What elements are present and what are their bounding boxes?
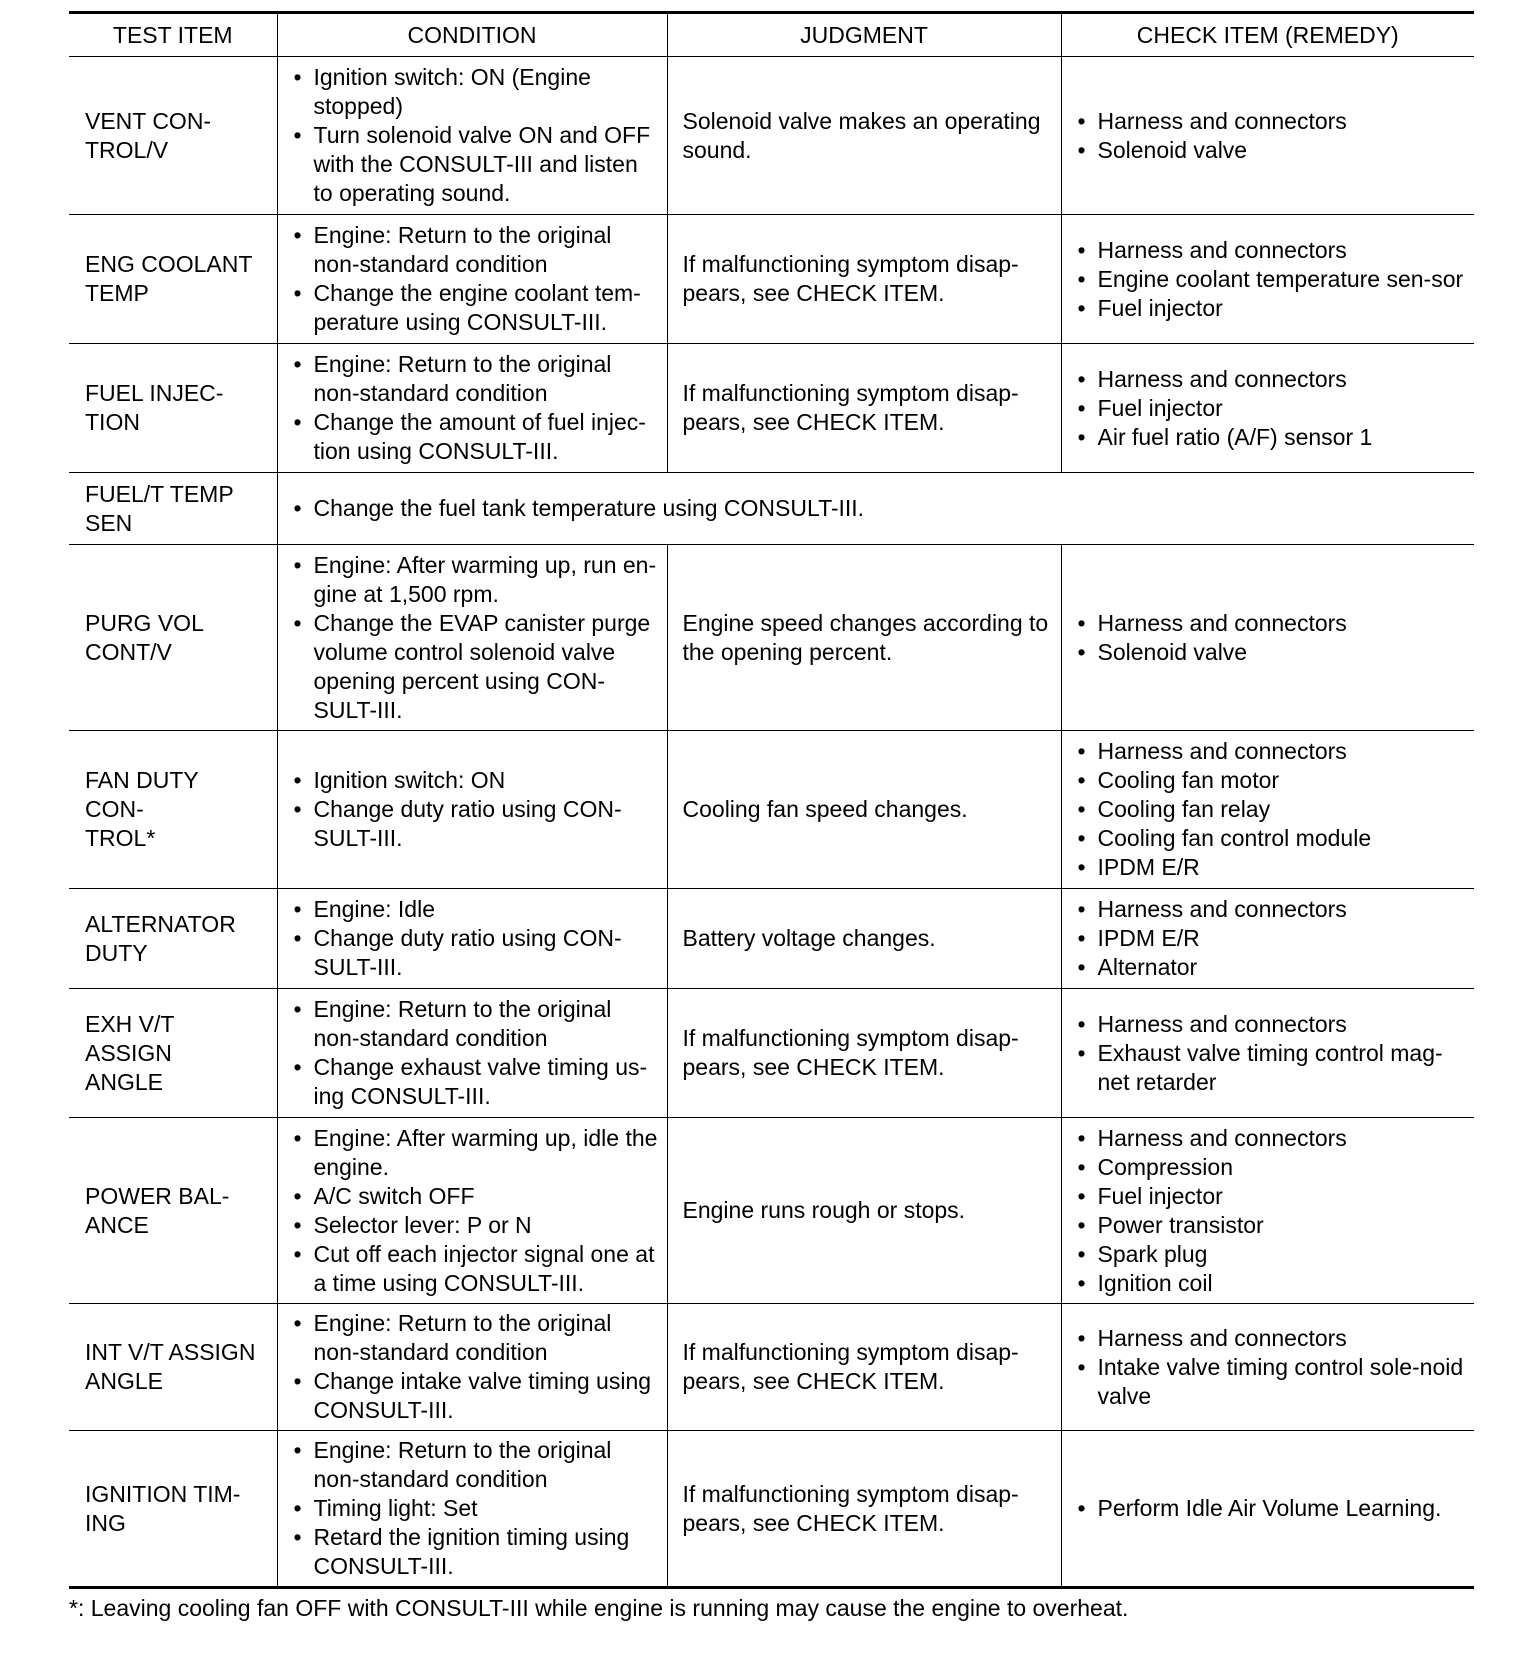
check-item-cell <box>1061 989 1474 1118</box>
bullet-item: • Harness and connectors <box>1072 1124 1467 1153</box>
bullet-item: • Change duty ratio using CON-SULT-III. <box>288 924 659 982</box>
bullet-item: • Ignition coil <box>1072 1269 1467 1298</box>
table-row <box>69 889 1474 989</box>
judgment-cell: If malfunctioning symptom disap-pears, see CHECK ITEM. <box>667 344 1061 473</box>
test-item-cell: IGNITION TIM- ING <box>69 1431 277 1588</box>
bullet-item: • Engine: Return to the original non-standard condition <box>288 221 659 279</box>
bullet-item: • Engine: Return to the original non-standard condition <box>288 1436 659 1494</box>
bullet-item: • Engine: Return to the original non-standard condition <box>288 1309 659 1367</box>
condition-cell <box>277 1304 667 1431</box>
bullet-item: • Cooling fan control module <box>1072 824 1467 853</box>
condition-list <box>288 1436 659 1581</box>
header-check-item: CHECK ITEM (REMEDY) <box>1061 13 1474 57</box>
check-item-list <box>1072 895 1467 982</box>
judgment-cell: Solenoid valve makes an operating sound. <box>667 57 1061 215</box>
header-condition: CONDITION <box>277 13 667 57</box>
test-item-cell: FAN DUTY CON- TROL* <box>69 731 277 889</box>
table-row <box>69 473 1474 545</box>
table-row <box>69 215 1474 344</box>
bullet-item: • Engine: Idle <box>288 895 659 924</box>
bullet-item: • Change exhaust valve timing us-ing CONSULT-III. <box>288 1053 659 1111</box>
judgment-cell: Engine runs rough or stops. <box>667 1118 1061 1304</box>
table-row <box>69 1431 1474 1588</box>
table-row <box>69 989 1474 1118</box>
footnote: *: Leaving cooling fan OFF with CONSULT-III while engine is running may cause the engine to overheat. <box>69 1595 1129 1621</box>
check-item-list <box>1072 1124 1467 1298</box>
table-row <box>69 1304 1474 1431</box>
check-item-cell <box>1061 215 1474 344</box>
bullet-item: • Spark plug <box>1072 1240 1467 1269</box>
check-item-cell <box>1061 344 1474 473</box>
table-row <box>69 545 1474 731</box>
bullet-item: • Engine coolant temperature sen-sor <box>1072 265 1467 294</box>
bullet-item: • Change duty ratio using CON-SULT-III. <box>288 795 659 853</box>
judgment-cell: Engine speed changes according to the opening percent. <box>667 545 1061 731</box>
table-row <box>69 731 1474 889</box>
condition-list <box>288 63 659 208</box>
judgment-cell: Battery voltage changes. <box>667 889 1061 989</box>
check-item-list <box>1072 1010 1467 1097</box>
bullet-item: • Retard the ignition timing using CONSULT-III. <box>288 1523 659 1581</box>
check-item-list <box>1072 107 1467 165</box>
test-item-cell: FUEL/T TEMP SEN <box>69 473 277 545</box>
judgment-cell: If malfunctioning symptom disap-pears, see CHECK ITEM. <box>667 989 1061 1118</box>
bullet-item: • IPDM E/R <box>1072 924 1467 953</box>
test-item-cell: PURG VOL CONT/V <box>69 545 277 731</box>
test-item-cell: POWER BAL- ANCE <box>69 1118 277 1304</box>
bullet-item: • Alternator <box>1072 953 1467 982</box>
bullet-item: • Change the fuel tank temperature using CONSULT-III. <box>288 494 1467 523</box>
bullet-item: • A/C switch OFF <box>288 1182 659 1211</box>
condition-list <box>288 221 659 337</box>
bullet-item: • Selector lever: P or N <box>288 1211 659 1240</box>
bullet-item: • Compression <box>1072 1153 1467 1182</box>
condition-cell <box>277 989 667 1118</box>
bullet-item: • Fuel injector <box>1072 394 1467 423</box>
condition-cell <box>277 57 667 215</box>
judgment-cell: If malfunctioning symptom disap-pears, see CHECK ITEM. <box>667 1431 1061 1588</box>
table-row <box>69 344 1474 473</box>
bullet-item: • Fuel injector <box>1072 1182 1467 1211</box>
bullet-item: • Turn solenoid valve ON and OFF with the CONSULT-III and listen to operating sound. <box>288 121 659 208</box>
bullet-item: • Harness and connectors <box>1072 236 1467 265</box>
bullet-item: • Change the amount of fuel injec-tion using CONSULT-III. <box>288 408 659 466</box>
condition-list <box>288 1309 659 1425</box>
check-item-list <box>1072 737 1467 882</box>
condition-cell <box>277 344 667 473</box>
bullet-item: • Harness and connectors <box>1072 609 1467 638</box>
condition-cell <box>277 215 667 344</box>
bullet-item: • Engine: Return to the original non-standard condition <box>288 995 659 1053</box>
bullet-item: • Ignition switch: ON (Engine stopped) <box>288 63 659 121</box>
condition-list <box>288 350 659 466</box>
test-item-cell: VENT CON- TROL/V <box>69 57 277 215</box>
check-item-list <box>1072 236 1467 323</box>
bullet-item: • IPDM E/R <box>1072 853 1467 882</box>
condition-list <box>288 766 659 853</box>
active-test-table-container <box>69 11 1474 1589</box>
bullet-item: • Fuel injector <box>1072 294 1467 323</box>
condition-list <box>288 494 1467 523</box>
check-item-cell <box>1061 889 1474 989</box>
check-item-cell <box>1061 545 1474 731</box>
bullet-item: • Change intake valve timing using CONSULT-III. <box>288 1367 659 1425</box>
bullet-item: • Change the engine coolant tem-perature using CONSULT-III. <box>288 279 659 337</box>
bullet-item: • Perform Idle Air Volume Learning. <box>1072 1494 1467 1523</box>
test-item-cell: ALTERNATOR DUTY <box>69 889 277 989</box>
bullet-item: • Engine: Return to the original non-standard condition <box>288 350 659 408</box>
span-condition-cell <box>277 473 1474 545</box>
check-item-cell <box>1061 1431 1474 1588</box>
table-row <box>69 57 1474 215</box>
bullet-item: • Harness and connectors <box>1072 737 1467 766</box>
condition-list <box>288 995 659 1111</box>
bullet-item: • Air fuel ratio (A/F) sensor 1 <box>1072 423 1467 452</box>
judgment-cell: Cooling fan speed changes. <box>667 731 1061 889</box>
check-item-list <box>1072 365 1467 452</box>
bullet-item: • Cut off each injector signal one at a time using CONSULT-III. <box>288 1240 659 1298</box>
check-item-cell <box>1061 1118 1474 1304</box>
condition-list <box>288 1124 659 1298</box>
table-row <box>69 1118 1474 1304</box>
bullet-item: • Change the EVAP canister purge volume control solenoid valve opening percent using CON-SULT-III. <box>288 609 659 725</box>
bullet-item: • Solenoid valve <box>1072 136 1467 165</box>
bullet-item: • Solenoid valve <box>1072 638 1467 667</box>
condition-cell <box>277 1118 667 1304</box>
table-body <box>69 57 1474 1588</box>
header-test-item: TEST ITEM <box>69 13 277 57</box>
bullet-item: • Cooling fan relay <box>1072 795 1467 824</box>
test-item-cell: ENG COOLANT TEMP <box>69 215 277 344</box>
judgment-cell: If malfunctioning symptom disap-pears, see CHECK ITEM. <box>667 215 1061 344</box>
condition-cell <box>277 731 667 889</box>
check-item-list <box>1072 609 1467 667</box>
bullet-item: • Harness and connectors <box>1072 107 1467 136</box>
test-item-cell: EXH V/T ASSIGN ANGLE <box>69 989 277 1118</box>
bullet-item: • Power transistor <box>1072 1211 1467 1240</box>
test-item-cell: INT V/T ASSIGN ANGLE <box>69 1304 277 1431</box>
check-item-list <box>1072 1324 1467 1411</box>
bullet-item: • Timing light: Set <box>288 1494 659 1523</box>
check-item-cell <box>1061 57 1474 215</box>
bullet-item: • Intake valve timing control sole-noid valve <box>1072 1353 1467 1411</box>
condition-cell <box>277 1431 667 1588</box>
condition-list <box>288 551 659 725</box>
judgment-cell: If malfunctioning symptom disap-pears, see CHECK ITEM. <box>667 1304 1061 1431</box>
check-item-list <box>1072 1494 1467 1523</box>
table-header-row <box>69 13 1474 57</box>
bullet-item: • Ignition switch: ON <box>288 766 659 795</box>
condition-cell <box>277 545 667 731</box>
bullet-item: • Cooling fan motor <box>1072 766 1467 795</box>
condition-list <box>288 895 659 982</box>
bullet-item: • Engine: After warming up, idle the engine. <box>288 1124 659 1182</box>
check-item-cell <box>1061 731 1474 889</box>
header-judgment: JUDGMENT <box>667 13 1061 57</box>
bullet-item: • Harness and connectors <box>1072 1324 1467 1353</box>
bullet-item: • Harness and connectors <box>1072 895 1467 924</box>
condition-cell <box>277 889 667 989</box>
check-item-cell <box>1061 1304 1474 1431</box>
test-item-cell: FUEL INJEC- TION <box>69 344 277 473</box>
bullet-item: • Engine: After warming up, run en-gine at 1,500 rpm. <box>288 551 659 609</box>
bullet-item: • Exhaust valve timing control mag-net retarder <box>1072 1039 1467 1097</box>
bullet-item: • Harness and connectors <box>1072 1010 1467 1039</box>
bullet-item: • Harness and connectors <box>1072 365 1467 394</box>
active-test-table <box>69 11 1474 1589</box>
